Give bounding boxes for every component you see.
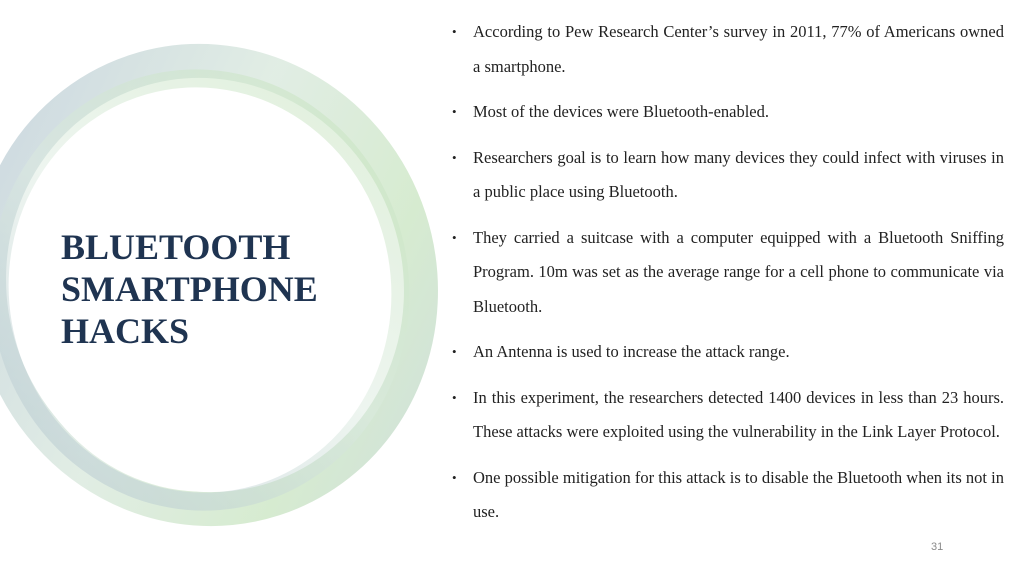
bullet-item: • They carried a suitcase with a computer equipped with a Bluetooth Sniffing Program. 10m was set as the average range for a cell phone to communicate via Bluetooth. — [452, 221, 1004, 325]
page-number: 31 — [931, 541, 944, 553]
bullet-item: • In this experiment, the researchers detected 1400 devices in less than 23 hours. These attacks were exploited using the vulnerability in the Link Layer Protocol. — [452, 381, 1004, 450]
bullet-item: • One possible mitigation for this attack is to disable the Bluetooth when its not in use. — [452, 461, 1004, 530]
bullet-list — [452, 15, 1004, 541]
title-line-2: SMARTPHONE — [61, 269, 318, 309]
title-line-3: HACKS — [61, 311, 190, 351]
bullet-item: • Researchers goal is to learn how many devices they could infect with viruses in a public place using Bluetooth. — [452, 141, 1004, 210]
bullet-item: • Most of the devices were Bluetooth-enabled. — [452, 95, 1004, 130]
slide-title — [61, 226, 318, 352]
bullet-item: • According to Pew Research Center’s survey in 2011, 77% of Americans owned a smartphone. — [452, 15, 1004, 84]
title-line-1: BLUETOOTH — [61, 227, 291, 267]
bullet-item: • An Antenna is used to increase the attack range. — [452, 335, 1004, 370]
